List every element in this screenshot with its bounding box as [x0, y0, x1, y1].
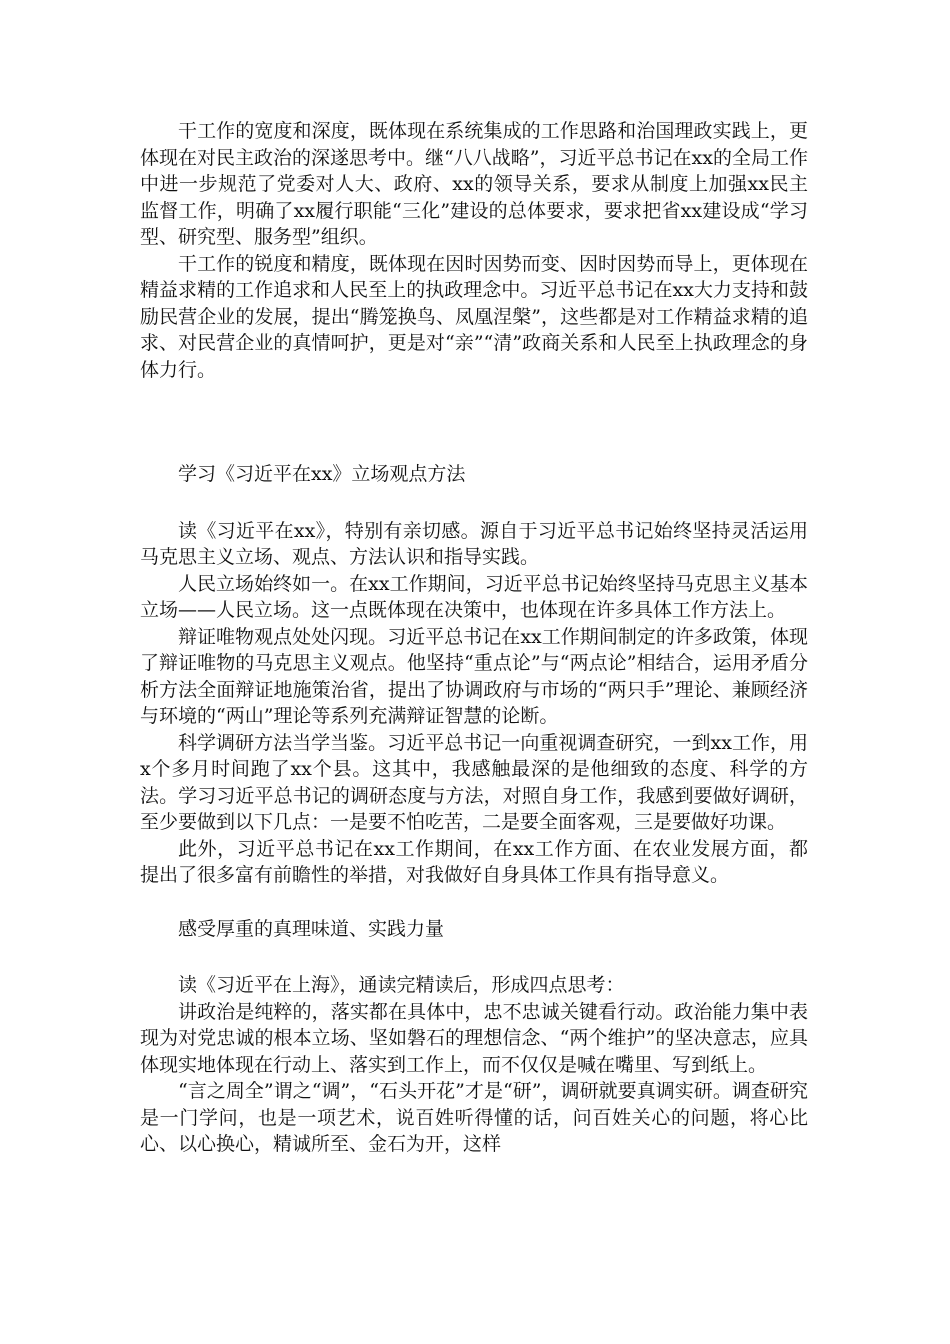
section-spacer	[140, 889, 808, 916]
paragraph: “言之周全”谓之“调”，“石头开花”才是“研”，调研就要真调实研。调查研究是一门学问，也是一项艺术，说百姓听得懂的话，问百姓关心的问题，将心比心、以心换心，精诚所至、金石为开，这样	[140, 1080, 808, 1155]
paragraph: 干工作的宽度和深度，既体现在系统集成的工作思路和治国理政实践上，更体现在对民主政治的深遂思考中。继“八八战略”，习近平总书记在xx的全局工作中进一步规范了党委对人大、政府、xx的领导关系，要求从制度上加强xx民主监督工作，明确了xx履行职能“三化”建设的总体要求，要求把省xx建设成“学习型、研究型、服务型”组织。	[140, 120, 808, 248]
paragraph: 读《习近平在上海》，通读完精读后，形成四点思考：	[178, 974, 625, 996]
document-body	[140, 118, 808, 1158]
paragraph: 干工作的锐度和精度，既体现在因时因势而变、因时因势而导上，更体现在精益求精的工作追求和人民至上的执政理念中。习近平总书记在xx大力支持和鼓励民营企业的发展，提出“腾笼换鸟、凤凰涅槃”，这些都是对工作精益求精的追求、对民营企业的真情呵护，更是对“亲”“清”政商关系和人民至上执政理念的身体力行。	[140, 252, 808, 381]
heading-spacer	[140, 488, 808, 518]
heading-spacer	[140, 942, 808, 972]
section-spacer	[140, 383, 808, 461]
paragraph: 读《习近平在xx》，特别有亲切感。源自于习近平总书记始终坚持灵活运用马克思主义立场、观点、方法认识和指导实践。	[140, 519, 808, 568]
section-heading: 学习《习近平在xx》立场观点方法	[178, 463, 466, 485]
paragraph: 辩证唯物观点处处闪现。习近平总书记在xx工作期间制定的许多政策，体现了辩证唯物的马克思主义观点。他坚持“重点论”与“两点论”相结合，运用矛盾分析方法全面辩证地施策治省，提出了协调政府与市场的“两只手”理论、兼顾经济与环境的“两山”理论等系列充满辩证智慧的论断。	[140, 625, 808, 727]
paragraph: 讲政治是纯粹的，落实都在具体中，忠不忠诚关键看行动。政治能力集中表现为对党忠诚的根本立场、坚如磐石的理想信念、“两个维护”的坚决意志，应具体现实地体现在行动上、落实到工作上，而不仅仅是喊在嘴里、写到纸上。	[140, 1000, 808, 1076]
paragraph: 人民立场始终如一。在xx工作期间，习近平总书记始终坚持马克思主义基本立场——人民立场。这一点既体现在决策中，也体现在许多具体工作方法上。	[140, 572, 808, 621]
paragraph: 科学调研方法当学当鉴。习近平总书记一向重视调查研究，一到xx工作，用x个多月时间跑了xx个县。这其中，我感触最深的是他细致的态度、科学的方法。学习习近平总书记的调研态度与方法，对照自身工作，我感到要做好调研，至少要做到以下几点：一是要不怕吃苦，二是要全面客观，三是要做好功课。	[140, 731, 808, 833]
section-heading: 感受厚重的真理味道、实践力量	[178, 917, 445, 940]
paragraph: 此外，习近平总书记在xx工作期间，在xx工作方面、在农业发展方面，都提出了很多富有前瞻性的举措，对我做好自身具体工作具有指导意义。	[140, 837, 808, 886]
